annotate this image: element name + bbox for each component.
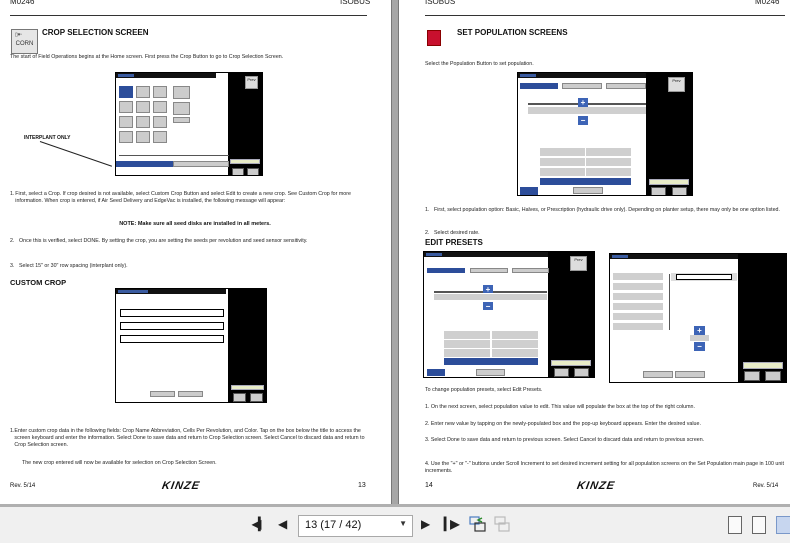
page-13: M0246 ISOBUS ▯▾▫ CORN CROP SELECTION SCREEN The start of Field Operations begins at the Home screen. First press the Crop Button to go to Crop Selection Screen. Prev INTERPLANT ONLY 1. First, select a Crop. If crop desired is not available, select Custom Crop Button and select Edit to create a new crop. See Custom Crop for more information. When crop is entered, if Air Seed Delivery and EdgeVac is installed, the following message will appear: NOTE: Make sure all seed disks are installed in all meters. 2. Once this is verified, select DONE. By setting the crop, you are setting the seeds per revolution and seed sensor sensitivity. 3. Select 15" or 30" row spacing (interplant only). CUSTOM CROP 1. Enter custom crop data in the following fields: Crop Name Abbreviation, Cells Per Revolution, and Color. Tap on the box below the title to access the screen keyboard and enter the information. Select Done to save data and return to Crop Selection screen. Select Cancel to discard data and return to Crop Selection screen. The new crop entered will now be available for selection on Crop Selection Screen. Rev. 5/14 KINZE 13 (0, 0, 391, 504)
go-forward-view-icon[interactable] (493, 515, 511, 533)
two-page-view-button[interactable] (776, 516, 790, 534)
custom-note: The new crop entered will now be available for selection on Crop Selection Screen. (22, 460, 217, 466)
custom-crop-screenshot (115, 288, 267, 403)
up-icon (765, 371, 781, 381)
corn-crop-button-image: ▯▾▫ CORN (11, 29, 38, 54)
edit-intro: To change population presets, select Edit Presets. (425, 387, 543, 393)
page-selector-value: 13 (17 / 42) (305, 519, 362, 531)
navigation-toolbar (0, 504, 790, 543)
home-icon (651, 187, 666, 196)
home-icon (744, 371, 760, 381)
kinze-logo: KINZE (160, 480, 202, 492)
minus-icon: − (483, 302, 493, 310)
steps-list: 1. First, select a Crop. If crop desired is not available, select Custom Crop Button and select Edit to create a new crop. See Custom Crop for more information. When crop is entered, if Air Seed Delivery and EdgeVac is installed, the following message will appear: (10, 191, 351, 205)
up-icon (574, 368, 589, 377)
header-rule (425, 15, 785, 16)
page-number: 13 (358, 482, 366, 489)
callout-arrow (40, 141, 112, 167)
last-page-button[interactable]: ▎▶ (444, 517, 457, 531)
header-section: ISOBUS (340, 0, 371, 6)
home-icon (554, 368, 569, 377)
revision: Rev. 5/14 (753, 483, 779, 489)
continuous-page-view-button[interactable] (752, 516, 766, 534)
home-icon (232, 168, 244, 176)
up-icon (250, 393, 263, 402)
edit-presets-screenshot (609, 253, 787, 383)
minus-icon: − (694, 342, 705, 351)
previous-page-button[interactable]: ◀ (278, 517, 288, 531)
plus-icon: + (694, 326, 705, 335)
single-page-view-button[interactable] (728, 516, 742, 534)
minus-icon: − (578, 116, 588, 125)
plus-icon: + (578, 98, 588, 107)
header-rule (10, 15, 367, 16)
doc-number: M0246 (755, 0, 780, 6)
intro-text: The start of Field Operations begins at the Home screen. First press the Crop Button to go to Crop Selection Screen. (10, 54, 284, 60)
revision: Rev. 5/14 (10, 483, 36, 489)
go-back-view-icon[interactable] (469, 515, 487, 533)
chevron-down-icon: ▼ (399, 519, 407, 528)
first-page-button[interactable]: ◀▎ (252, 517, 265, 531)
plus-icon: + (483, 285, 493, 293)
next-page-button[interactable]: ▶ (421, 517, 431, 531)
section-title: CROP SELECTION SCREEN (42, 28, 149, 37)
crop-icon: ▯▾▫ (15, 32, 23, 38)
note-text: NOTE: Make sure all seed disks are installed in all meters. (119, 221, 271, 227)
up-icon (247, 168, 259, 176)
set-population-screenshot: Prev + − (517, 72, 693, 196)
edit-presets-heading: EDIT PRESETS (425, 238, 483, 247)
doc-number: M0246 (10, 0, 35, 6)
section-title: SET POPULATION SCREENS (457, 28, 568, 37)
page-14: ISOBUS M0246 SET POPULATION SCREENS Select the Population Button to set population. Prev + − 1. First, select population option: Basic, Halves, or Prescription (hydraulic drive only). Depending on planter setup, there may only be one option listed. 2. Select desired rate. EDIT PRESETS Prev + − + − To change population presets, select Edit Presets. 1. On the next screen, select population value to edit. This value will populate the box at the top of the right column. 2. Enter new value by tapping on the newly-populated box and the pop-up keyboard appears. Enter the desired value. 3. Select Done to save data and return to previous screen. Select Cancel to discard data and return to previous screen. 4. Use the "+" or "-" buttons under Scroll Increment to set desired increment setting for all population screens on the Set Population main page in 100 unit increments. 14 KINZE Rev. 5/14 (399, 0, 790, 504)
home-icon (233, 393, 246, 402)
header-section: ISOBUS (425, 0, 456, 6)
page-gutter (391, 0, 399, 504)
intro-text: Select the Population Button to set population. (425, 61, 534, 67)
kinze-logo: KINZE (575, 480, 617, 492)
interplant-callout: INTERPLANT ONLY (24, 135, 71, 141)
population-button-image (427, 30, 441, 46)
up-icon (672, 187, 687, 196)
page-selector[interactable] (298, 515, 413, 537)
set-population-screenshot-2: Prev + − (423, 251, 595, 378)
crop-selection-screenshot: Prev (115, 72, 263, 176)
custom-crop-heading: CUSTOM CROP (10, 278, 67, 287)
page-number: 14 (425, 482, 433, 489)
